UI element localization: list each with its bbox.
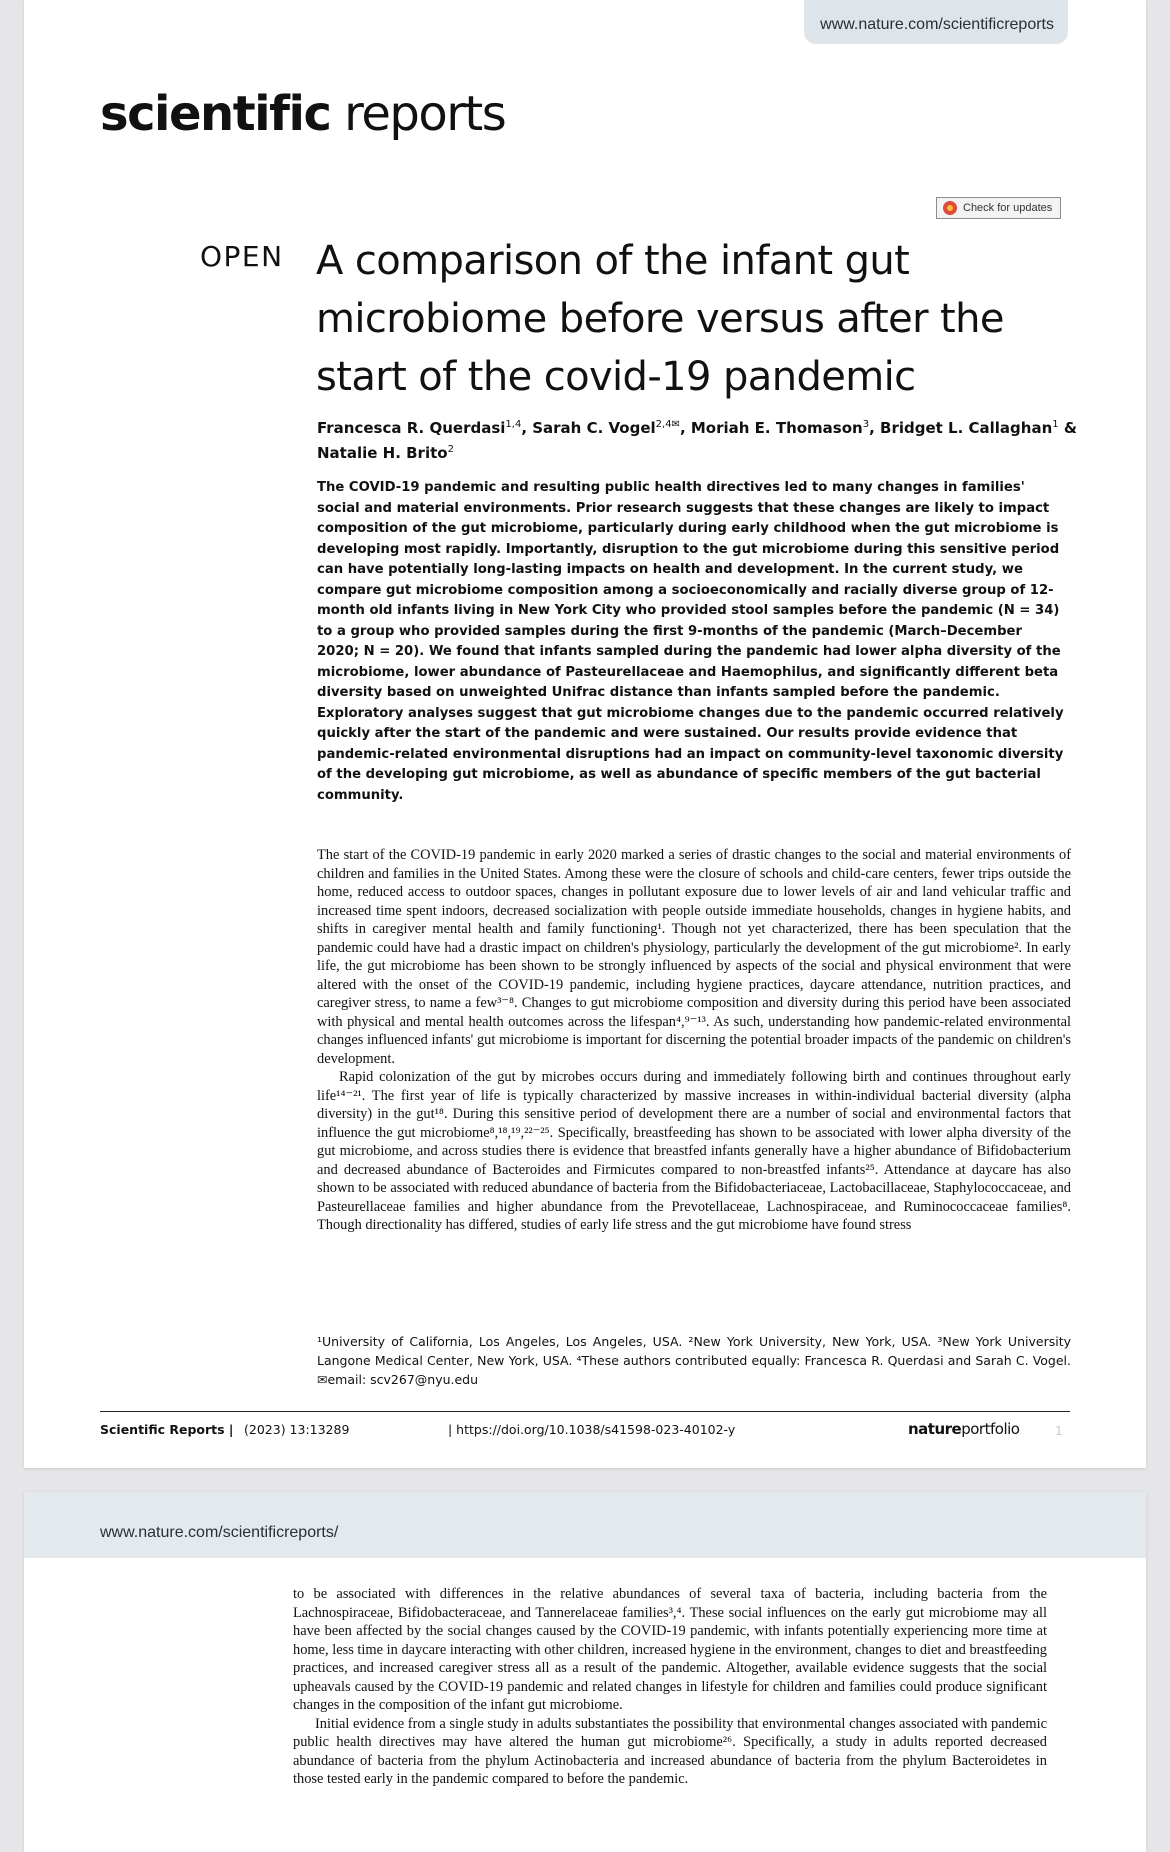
footer-doi-link[interactable]: | https://doi.org/10.1038/s41598-023-40102-y: [448, 1422, 736, 1437]
body-paragraph: The start of the COVID-19 pandemic in early 2020 marked a series of drastic changes to the social and material environments of children and families in the United States. Among these were the closure of schools and child-care centers, fewer trips outside the home, reduced access to outdoor spaces, changes in pollutant exposure due to lower levels of air and land vehicular traffic and increased time spent indoors, decreased socialization with people outside immediate households, changes in hygiene habits, and shifts in caregiver mental health and family functioning¹. Though not yet characterized, there has been speculation that the pandemic could have had a drastic impact on children's physiology, particularly the development of the gut microbiome². In early life, the gut microbiome has been shown to be strongly influenced by aspects of the social and physical environment that were altered with the onset of the COVID-19 pandemic, including hygiene practices, daycare attendance, nutrition practices, and caregiver stress, to name a few³⁻⁸. Changes to gut microbiome composition and diversity during this period have been associated with physical and mental health outcomes across the lifespan⁴,⁹⁻¹³. As such, understanding how pandemic-related environmental changes influenced infants' gut microbiome is important for discerning the potential broader impacts of the pandemic on children's development.: [317, 847, 1071, 1067]
page-number: 1: [1055, 1424, 1063, 1438]
journal-url[interactable]: www.nature.com/scientificreports/: [100, 1524, 339, 1541]
logo-light-text: reports: [330, 86, 506, 142]
nature-portfolio-logo: natureportfolio: [908, 1420, 1020, 1438]
journal-url[interactable]: www.nature.com/scientificreports: [804, 0, 1068, 44]
author[interactable]: Natalie H. Brito$^2$: [317, 444, 454, 462]
abstract: The COVID-19 pandemic and resulting public health directives led to many changes in families' social and material environments. Prior research suggests that these changes are likely to impact composition of the gut microbiome, particularly during early childhood when the gut microbiome is developing most rapidly. Importantly, disruption to the gut microbiome during this sensitive period can have potentially long-lasting impacts on health and development. In the current study, we compare gut microbiome composition among a socioeconomically and racially diverse group of 12-month old infants living in New York City who provided stool samples before the pandemic (N = 34) to a group who provided samples during the first 9-months of the pandemic (March–December 2020; N = 20). We found that infants sampled during the pandemic had lower alpha diversity of the microbiome, lower abundance of Pasteurellaceae and Haemophilus, and significantly different beta diversity based on unweighted Unifrac distance than infants sampled before the pandemic. Exploratory analyses suggest that gut microbiome changes due to the pandemic occurred relatively quickly after the start of the pandemic and were sustained. Our results provide evidence that pandemic-related environmental disruptions had an impact on community-level taxonomic diversity of the developing gut microbiome, as well as abundance of specific members of the gut bacterial community.: [317, 480, 1064, 803]
body-paragraph: Initial evidence from a single study in adults substantiates the possibility that environmental changes associated with pandemic public health directives may have altered the human gut microbiome²⁶. Specifically, a study in adults reported decreased abundance of bacteria from the phylum Actinobacteria and increased abundance of bacteria from the phylum Bacteroidetes in those tested early in the pandemic compared to before the pandemic.: [293, 1715, 1047, 1787]
body-text: [317, 846, 1071, 1235]
check-for-updates-label: Check for updates: [963, 202, 1053, 214]
article-page-1: [24, 0, 1146, 1468]
affiliations: ¹University of California, Los Angeles, Los Angeles, USA. ²New York University, New York, USA. ³New York University Langone Medical Center, New York, USA. ⁴These authors contributed equally: Francesca R. Querdasi and Sarah C. Vogel. ✉email: scv267@nyu.edu: [317, 1334, 1071, 1387]
check-for-updates-button[interactable]: [936, 197, 1061, 219]
body-text: [293, 1585, 1047, 1789]
crossmark-icon: [943, 201, 957, 215]
body-paragraph: Rapid colonization of the gut by microbes occurs during and immediately following birth and continues throughout early life¹⁴⁻²¹. The first year of life is typically characterized by massive increases in within-individual bacterial diversity (alpha diversity) in the gut¹⁸. During this sensitive period of development there are a number of social and environmental factors that influence the gut microbiome⁸,¹⁸,¹⁹,²²⁻²⁵. Specifically, breastfeeding has shown to be associated with lower alpha diversity of the gut microbiome, and across studies there is evidence that breastfed infants generally have a higher abundance of Bifidobacterium and decreased abundance of Bacteroides and Firmicutes compared to non-breastfed infants²⁵. Attendance at daycare has also shown to be associated with reduced abundance of bacteria from the Bifidobacteriaceae, Lactobacillaceae, Staphylococcaceae, and Pasteurellaceae families and higher abundance from the Prevotellaceae, Lachnospiraceae, and Ruminococcaceae families⁸. Though directionality has differed, studies of early life stress and the gut microbiome have found stress: [317, 1069, 1071, 1233]
logo-bold-text: scientific: [100, 86, 331, 142]
footer-divider: [100, 1411, 1070, 1412]
footer-journal: Scientific Reports |: [100, 1422, 234, 1437]
article-title: A comparison of the infant gut microbiome before versus after the start of the covid-19 pandemic: [316, 238, 1004, 400]
journal-logo[interactable]: [100, 86, 505, 142]
author[interactable]: Bridget L. Callaghan$^1$: [880, 419, 1059, 437]
author-list: Francesca R. Querdasi$^{1,4}$, Sarah C. Vogel$^{2,4✉}$, Moriah E. Thomason$^3$, Bridget L. Callaghan$^1$ & Natalie H. Brito$^2$: [317, 419, 1077, 462]
open-access-label: OPEN: [200, 240, 284, 273]
author[interactable]: Francesca R. Querdasi$^{1,4}$: [317, 419, 522, 437]
body-paragraph: to be associated with differences in the relative abundances of several taxa of bacteria, including bacteria from the Lachnospiraceae, Bifidobacteraceae, and Tannerelaceae families³,⁴. These social influences on the early gut microbiome may all have been affected by the social changes caused by the COVID-19 pandemic, with infants potentially experiencing more time at home, less time in daycare interacting with other children, increased hygiene in the environment, changes to diet and breastfeeding practices, and increased caregiver stress all as a result of the pandemic. Altogether, available evidence suggests that the social upheavals caused by the COVID-19 pandemic and related changes in lifestyle for children and families could produce significant changes in the composition of the infant gut microbiome.: [293, 1586, 1047, 1713]
author[interactable]: Sarah C. Vogel$^{2,4✉}$: [532, 419, 680, 437]
footer-citation: (2023) 13:13289: [244, 1422, 350, 1437]
author[interactable]: Moriah E. Thomason$^3$: [690, 419, 870, 437]
